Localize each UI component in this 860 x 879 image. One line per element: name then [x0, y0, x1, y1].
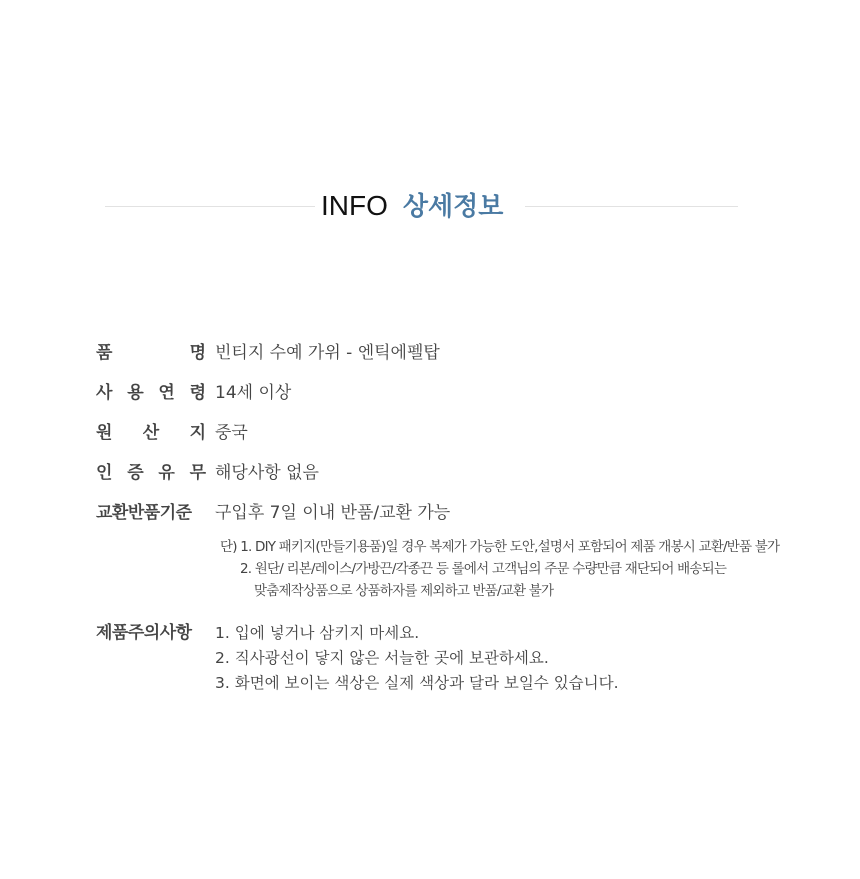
- exchange-note-2: 2. 원단/ 리본/레이스/가방끈/각종끈 등 롤에서 고객님의 주문 수량만큼 재단되어 배송되는: [240, 561, 727, 577]
- age-label: 사 용 연 령: [96, 383, 206, 403]
- page-title-ko: 상세정보: [402, 192, 504, 222]
- product-name-value: 빈티지 수예 가위 - 엔틱에펠탑: [215, 343, 440, 363]
- origin-value: 중국: [215, 423, 248, 443]
- page-title: [321, 186, 521, 226]
- exchange-value: 구입후 7일 이내 반품/교환 가능: [215, 503, 451, 523]
- header-divider-right: [525, 206, 738, 207]
- caution-item: 2. 직사광선이 닿지 않은 서늘한 곳에 보관하세요.: [215, 649, 549, 667]
- header-divider-left: [105, 206, 315, 207]
- info-header: [105, 186, 738, 226]
- exchange-note-3: 맞춤제작상품으로 상품하자를 제외하고 반품/교환 불가: [254, 583, 554, 599]
- origin-label: 원 산 지: [96, 423, 206, 443]
- exchange-note-1: 단) 1. DIY 패키지(만들기용품)일 경우 복제가 가능한 도안,설명서 포함되어 제품 개봉시 교환/반품 불가: [220, 539, 780, 555]
- caution-item: 3. 화면에 보이는 색상은 실제 색상과 달라 보일수 있습니다.: [215, 674, 619, 692]
- exchange-label: 교환반품기준: [96, 503, 192, 523]
- certification-label: 인 증 유 무: [96, 463, 206, 483]
- page-title-en: INFO: [321, 190, 388, 221]
- product-name-label: 품 명: [96, 343, 206, 363]
- caution-item: 1. 입에 넣거나 삼키지 마세요.: [215, 624, 420, 642]
- caution-label: 제품주의사항: [96, 623, 192, 643]
- age-value: 14세 이상: [215, 383, 292, 403]
- certification-value: 해당사항 없음: [215, 463, 319, 483]
